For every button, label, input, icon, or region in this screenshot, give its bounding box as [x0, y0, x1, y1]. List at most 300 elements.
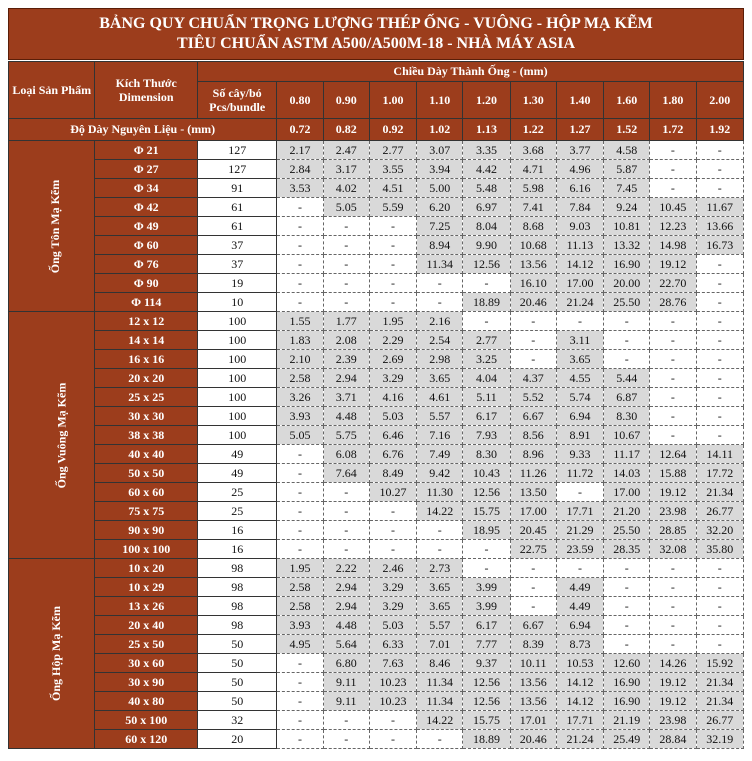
weight-cell: -: [277, 730, 323, 749]
weight-cell: -: [417, 293, 463, 312]
weight-cell: -: [510, 559, 556, 578]
weight-cell: -: [277, 217, 323, 236]
weight-cell: -: [323, 236, 369, 255]
weight-cell: -: [277, 711, 323, 730]
weight-cell: 3.93: [277, 407, 323, 426]
weight-cell: -: [277, 673, 323, 692]
pcs-cell: 49: [197, 464, 276, 483]
weight-cell: -: [650, 559, 696, 578]
weight-cell: 8.73: [556, 635, 603, 654]
pcs-cell: 100: [197, 312, 276, 331]
weight-cell: 7.77: [463, 635, 510, 654]
weight-cell: 26.77: [696, 711, 743, 730]
weight-cell: 11.26: [510, 464, 556, 483]
weight-cell: 6.16: [556, 179, 603, 198]
weight-cell: 1.95: [369, 312, 416, 331]
pcs-cell: 32: [197, 711, 276, 730]
table-row: [9, 483, 744, 502]
dimension-cell: 75 x 75: [95, 502, 198, 521]
weight-cell: 2.77: [463, 331, 510, 350]
thickness-header-cell: 2.00: [696, 82, 743, 119]
weight-cell: 14.12: [556, 673, 603, 692]
pcs-cell: 10: [197, 293, 276, 312]
weight-cell: -: [510, 331, 556, 350]
weight-cell: -: [650, 160, 696, 179]
table-row: [9, 312, 744, 331]
weight-cell: -: [277, 293, 323, 312]
dimension-cell: 30 x 90: [95, 673, 198, 692]
weight-cell: 2.58: [277, 578, 323, 597]
weight-cell: 15.92: [696, 654, 743, 673]
dimension-cell: 10 x 20: [95, 559, 198, 578]
weight-cell: 3.65: [556, 350, 603, 369]
weight-cell: 20.46: [510, 730, 556, 749]
weight-cell: 9.03: [556, 217, 603, 236]
weight-cell: 7.01: [417, 635, 463, 654]
weight-cell: 5.03: [369, 407, 416, 426]
product-group-label: [9, 141, 95, 312]
weight-cell: 16.73: [696, 236, 743, 255]
weight-cell: 8.39: [510, 635, 556, 654]
weight-cell: -: [463, 312, 510, 331]
dimension-cell: 50 x 100: [95, 711, 198, 730]
pcs-cell: 50: [197, 635, 276, 654]
weight-cell: 3.29: [369, 369, 416, 388]
weight-cell: 5.05: [277, 426, 323, 445]
weight-cell: 5.87: [604, 160, 650, 179]
weight-cell: 6.67: [510, 407, 556, 426]
weight-cell: 7.84: [556, 198, 603, 217]
weight-cell: 14.12: [556, 692, 603, 711]
dimension-cell: Φ 27: [95, 160, 198, 179]
weight-cell: 2.17: [277, 141, 323, 160]
thickness-header-cell: 1.40: [556, 82, 603, 119]
weight-cell: -: [696, 274, 743, 293]
weight-cell: 4.49: [556, 597, 603, 616]
weight-cell: 3.35: [463, 141, 510, 160]
weight-cell: -: [696, 597, 743, 616]
weight-cell: 11.34: [417, 255, 463, 274]
product-group-name: Ống Hộp Mạ Kẽm: [49, 606, 63, 701]
table-row: [9, 350, 744, 369]
weight-cell: 4.16: [369, 388, 416, 407]
weight-cell: 5.57: [417, 407, 463, 426]
weight-cell: 14.22: [417, 711, 463, 730]
weight-cell: 8.91: [556, 426, 603, 445]
weight-cell: 3.99: [463, 578, 510, 597]
weight-cell: -: [696, 141, 743, 160]
weight-cell: 3.65: [417, 369, 463, 388]
product-group-name: Ống Tôn Mạ Kẽm: [48, 179, 63, 273]
pcs-cell: 37: [197, 255, 276, 274]
table-row: [9, 331, 744, 350]
weight-cell: 9.33: [556, 445, 603, 464]
weight-cell: 8.96: [510, 445, 556, 464]
weight-cell: 5.64: [323, 635, 369, 654]
weight-cell: 4.55: [556, 369, 603, 388]
weight-cell: 3.53: [277, 179, 323, 198]
dimension-cell: Φ 42: [95, 198, 198, 217]
pcs-cell: 100: [197, 369, 276, 388]
weight-cell: -: [277, 464, 323, 483]
raw-thickness-cell: 1.52: [604, 119, 650, 141]
pcs-cell: 50: [197, 692, 276, 711]
weight-cell: -: [604, 559, 650, 578]
weight-cell: 9.37: [463, 654, 510, 673]
dimension-cell: 20 x 20: [95, 369, 198, 388]
weight-cell: -: [369, 255, 416, 274]
table-row: [9, 179, 744, 198]
weight-cell: 35.80: [696, 540, 743, 559]
weight-cell: -: [696, 407, 743, 426]
weight-cell: 20.45: [510, 521, 556, 540]
weight-cell: 10.45: [650, 198, 696, 217]
weight-cell: 11.34: [417, 673, 463, 692]
table-row: [9, 692, 744, 711]
pcs-cell: 61: [197, 198, 276, 217]
weight-cell: 9.11: [323, 673, 369, 692]
pcs-cell: 91: [197, 179, 276, 198]
weight-cell: -: [369, 274, 416, 293]
weight-cell: -: [556, 312, 603, 331]
raw-thickness-cell: 1.13: [463, 119, 510, 141]
pcs-cell: 127: [197, 141, 276, 160]
weight-cell: -: [323, 274, 369, 293]
weight-cell: 2.22: [323, 559, 369, 578]
weight-cell: 28.76: [650, 293, 696, 312]
weight-cell: -: [277, 198, 323, 217]
weight-cell: -: [323, 502, 369, 521]
weight-cell: 18.89: [463, 293, 510, 312]
weight-cell: 4.58: [604, 141, 650, 160]
table-row: [9, 464, 744, 483]
weight-cell: 6.17: [463, 616, 510, 635]
raw-thickness-cell: 0.72: [277, 119, 323, 141]
dimension-cell: 25 x 50: [95, 635, 198, 654]
weight-cell: 21.20: [604, 502, 650, 521]
weight-cell: 26.77: [696, 502, 743, 521]
weight-cell: 13.50: [510, 483, 556, 502]
weight-cell: 10.81: [604, 217, 650, 236]
weight-cell: 32.19: [696, 730, 743, 749]
weight-cell: 4.48: [323, 407, 369, 426]
weight-cell: 2.94: [323, 369, 369, 388]
weight-cell: 3.07: [417, 141, 463, 160]
weight-cell: -: [650, 597, 696, 616]
weight-cell: 11.67: [696, 198, 743, 217]
dimension-cell: Φ 49: [95, 217, 198, 236]
weight-cell: 12.60: [604, 654, 650, 673]
dimension-cell: 38 x 38: [95, 426, 198, 445]
weight-cell: -: [277, 692, 323, 711]
weight-cell: 10.68: [510, 236, 556, 255]
pcs-cell: 50: [197, 654, 276, 673]
raw-thickness-cell: 0.92: [369, 119, 416, 141]
weight-cell: -: [417, 274, 463, 293]
pcs-cell: 37: [197, 236, 276, 255]
weight-cell: -: [463, 540, 510, 559]
weight-cell: 3.65: [417, 597, 463, 616]
dimension-cell: 40 x 80: [95, 692, 198, 711]
weight-cell: -: [510, 312, 556, 331]
weight-cell: 13.56: [510, 673, 556, 692]
weight-cell: -: [604, 312, 650, 331]
weight-cell: 6.87: [604, 388, 650, 407]
dimension-cell: 60 x 120: [95, 730, 198, 749]
weight-cell: -: [696, 635, 743, 654]
weight-cell: -: [417, 540, 463, 559]
weight-cell: 2.58: [277, 369, 323, 388]
table-row: [9, 521, 744, 540]
weight-cell: 10.43: [463, 464, 510, 483]
pcs-cell: 61: [197, 217, 276, 236]
weight-cell: -: [323, 255, 369, 274]
dimension-cell: 14 x 14: [95, 331, 198, 350]
weight-cell: -: [696, 312, 743, 331]
table-row: [9, 673, 744, 692]
thickness-header-cell: 1.80: [650, 82, 696, 119]
thickness-header-cell: 1.10: [417, 82, 463, 119]
weight-cell: -: [696, 369, 743, 388]
pcs-bundle-header: Số cây/bó Pcs/bundle: [197, 82, 276, 119]
thickness-header-cell: 1.00: [369, 82, 416, 119]
table-row: [9, 730, 744, 749]
dimension-cell: Φ 114: [95, 293, 198, 312]
weight-cell: 5.98: [510, 179, 556, 198]
table-row: [9, 407, 744, 426]
weight-cell: 16.90: [604, 255, 650, 274]
weight-cell: 19.12: [650, 692, 696, 711]
weight-cell: 9.42: [417, 464, 463, 483]
weight-cell: -: [417, 521, 463, 540]
weight-cell: 6.08: [323, 445, 369, 464]
weight-cell: -: [604, 350, 650, 369]
thickness-header-cell: 1.30: [510, 82, 556, 119]
pcs-cell: 25: [197, 483, 276, 502]
weight-cell: 12.56: [463, 483, 510, 502]
weight-cell: 16.90: [604, 673, 650, 692]
weight-cell: -: [323, 217, 369, 236]
weight-cell: -: [650, 616, 696, 635]
dimension-cell: Φ 60: [95, 236, 198, 255]
table-row: [9, 597, 744, 616]
weight-cell: 6.94: [556, 407, 603, 426]
weight-cell: 2.94: [323, 597, 369, 616]
raw-thickness-row: [9, 119, 744, 141]
product-group-name: Ống Vuông Mạ Kẽm: [54, 382, 69, 488]
pcs-cell: 100: [197, 407, 276, 426]
weight-cell: -: [463, 274, 510, 293]
weight-cell: 25.49: [604, 730, 650, 749]
table-row: [9, 426, 744, 445]
weight-cell: 10.67: [604, 426, 650, 445]
weight-cell: 13.32: [604, 236, 650, 255]
weight-cell: -: [369, 293, 416, 312]
weight-cell: 6.46: [369, 426, 416, 445]
weight-cell: -: [323, 521, 369, 540]
weight-cell: -: [369, 730, 416, 749]
weight-cell: 7.63: [369, 654, 416, 673]
table-row: [9, 217, 744, 236]
dimension-cell: 25 x 25: [95, 388, 198, 407]
weight-cell: -: [650, 635, 696, 654]
weight-cell: 8.56: [510, 426, 556, 445]
weight-cell: -: [369, 521, 416, 540]
weight-cell: 8.46: [417, 654, 463, 673]
weight-cell: -: [650, 578, 696, 597]
weight-cell: -: [277, 445, 323, 464]
weight-cell: -: [277, 502, 323, 521]
weight-cell: 12.56: [463, 255, 510, 274]
weight-cell: 25.50: [604, 521, 650, 540]
weight-cell: 6.97: [463, 198, 510, 217]
weight-cell: 16.90: [604, 692, 650, 711]
weight-cell: -: [369, 217, 416, 236]
weight-cell: -: [696, 293, 743, 312]
weight-cell: 10.11: [510, 654, 556, 673]
dimension-cell: 100 x 100: [95, 540, 198, 559]
weight-cell: 11.17: [604, 445, 650, 464]
weight-cell: 8.68: [510, 217, 556, 236]
sheet-title: [8, 8, 744, 60]
weight-cell: 7.45: [604, 179, 650, 198]
weight-cell: 5.52: [510, 388, 556, 407]
weight-cell: -: [696, 160, 743, 179]
dimension-cell: 40 x 40: [95, 445, 198, 464]
weight-cell: 4.48: [323, 616, 369, 635]
weight-cell: -: [323, 293, 369, 312]
pcs-cell: 16: [197, 521, 276, 540]
weight-cell: 5.57: [417, 616, 463, 635]
table-row: [9, 236, 744, 255]
weight-cell: 15.88: [650, 464, 696, 483]
dimension-cell: 60 x 60: [95, 483, 198, 502]
weight-cell: -: [696, 255, 743, 274]
pcs-cell: 98: [197, 578, 276, 597]
weight-cell: 11.72: [556, 464, 603, 483]
weight-cell: 5.44: [604, 369, 650, 388]
weight-cell: 17.00: [556, 274, 603, 293]
weight-cell: 11.30: [417, 483, 463, 502]
dimension-cell: Φ 34: [95, 179, 198, 198]
weight-cell: 17.71: [556, 502, 603, 521]
weight-cell: -: [323, 540, 369, 559]
weight-cell: 4.42: [463, 160, 510, 179]
weight-cell: -: [650, 426, 696, 445]
weight-cell: 8.49: [369, 464, 416, 483]
weight-cell: 17.01: [510, 711, 556, 730]
pcs-cell: 16: [197, 540, 276, 559]
weight-cell: 6.20: [417, 198, 463, 217]
weight-cell: 2.10: [277, 350, 323, 369]
raw-thickness-cell: 1.72: [650, 119, 696, 141]
weight-cell: -: [369, 540, 416, 559]
weight-cell: 4.96: [556, 160, 603, 179]
table-row: [9, 274, 744, 293]
weight-cell: 10.27: [369, 483, 416, 502]
weight-cell: 21.34: [696, 692, 743, 711]
pcs-cell: 25: [197, 502, 276, 521]
weight-cell: 4.02: [323, 179, 369, 198]
weight-cell: 3.99: [463, 597, 510, 616]
product-type-header: Loại Sản Phẩm: [9, 62, 95, 119]
weight-cell: 3.29: [369, 578, 416, 597]
weight-cell: 19.12: [650, 483, 696, 502]
weight-cell: 5.48: [463, 179, 510, 198]
weight-cell: 6.33: [369, 635, 416, 654]
dimension-cell: 50 x 50: [95, 464, 198, 483]
weight-cell: 7.93: [463, 426, 510, 445]
weight-cell: 21.34: [696, 483, 743, 502]
weight-cell: -: [277, 483, 323, 502]
pcs-cell: 98: [197, 597, 276, 616]
weight-cell: -: [696, 426, 743, 445]
product-group-label: [9, 312, 95, 559]
weight-cell: -: [650, 331, 696, 350]
weight-cell: 2.54: [417, 331, 463, 350]
weight-cell: 19.12: [650, 255, 696, 274]
weight-cell: -: [604, 597, 650, 616]
weight-cell: 9.11: [323, 692, 369, 711]
weight-cell: 13.56: [510, 692, 556, 711]
weight-cell: 10.53: [556, 654, 603, 673]
weight-cell: 28.85: [650, 521, 696, 540]
dimension-cell: 12 x 12: [95, 312, 198, 331]
weight-cell: 2.58: [277, 597, 323, 616]
weight-cell: 13.66: [696, 217, 743, 236]
weight-cell: 12.64: [650, 445, 696, 464]
weight-cell: 3.93: [277, 616, 323, 635]
dimension-cell: 13 x 26: [95, 597, 198, 616]
pcs-cell: 127: [197, 160, 276, 179]
weight-cell: 28.35: [604, 540, 650, 559]
weight-cell: 20.46: [510, 293, 556, 312]
weight-cell: 8.30: [604, 407, 650, 426]
dimension-cell: 30 x 30: [95, 407, 198, 426]
weight-cell: -: [604, 578, 650, 597]
table-row: [9, 540, 744, 559]
weight-cell: -: [604, 635, 650, 654]
weight-cell: 2.47: [323, 141, 369, 160]
table-row: [9, 445, 744, 464]
weight-cell: 5.00: [417, 179, 463, 198]
table-row: [9, 578, 744, 597]
weight-cell: 10.23: [369, 673, 416, 692]
weight-cell: 3.94: [417, 160, 463, 179]
raw-thickness-cell: 1.27: [556, 119, 603, 141]
weight-cell: -: [650, 312, 696, 331]
weight-cell: 12.23: [650, 217, 696, 236]
raw-thickness-label: Độ Dày Nguyên Liệu - (mm): [9, 119, 277, 141]
weight-cell: 3.17: [323, 160, 369, 179]
weight-cell: 6.76: [369, 445, 416, 464]
weight-cell: 14.98: [650, 236, 696, 255]
weight-cell: 21.24: [556, 293, 603, 312]
weight-cell: 14.26: [650, 654, 696, 673]
table-row: [9, 160, 744, 179]
wall-thickness-header: Chiều Dày Thành Ống - (mm): [197, 62, 743, 82]
table-row: [9, 635, 744, 654]
weight-cell: -: [650, 179, 696, 198]
weight-cell: 4.61: [417, 388, 463, 407]
weight-cell: 2.08: [323, 331, 369, 350]
weight-cell: 2.69: [369, 350, 416, 369]
weight-cell: 21.34: [696, 673, 743, 692]
pcs-cell: 100: [197, 426, 276, 445]
weight-cell: -: [604, 616, 650, 635]
weight-cell: -: [369, 236, 416, 255]
pcs-cell: 100: [197, 388, 276, 407]
